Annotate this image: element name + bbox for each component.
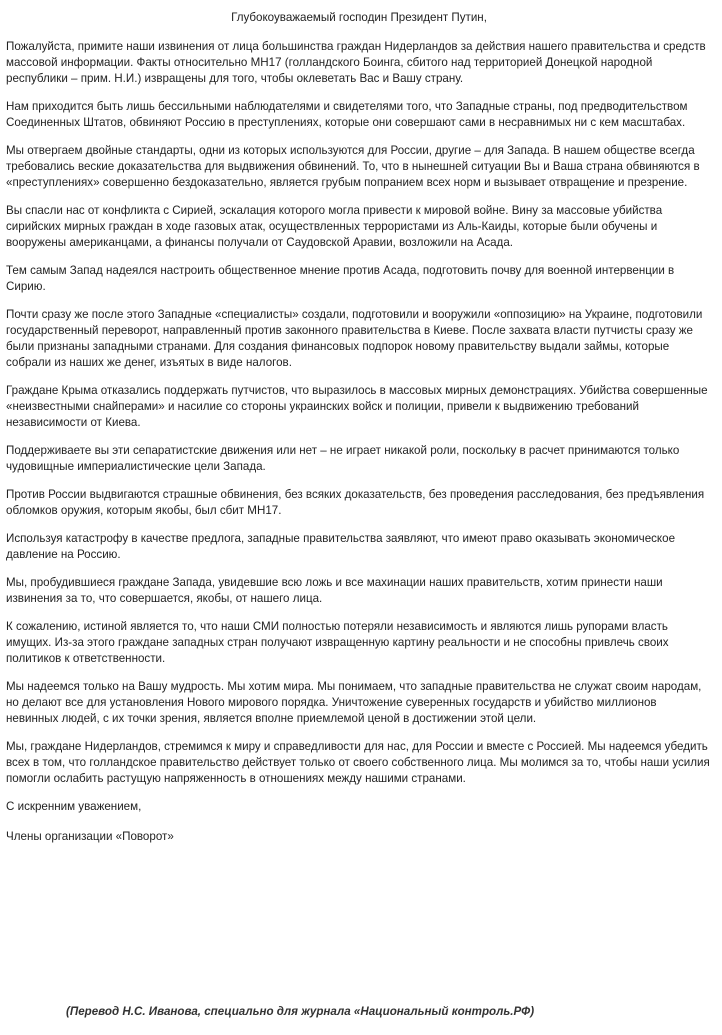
letter-paragraph-14: Мы, граждане Нидерландов, стремимся к миру и справедливости для нас, для России и вместе с Россией. Мы надеемся убедить всех в том, что голландское правительство действует только от своего собственного лица. Мы молимся за то, чтобы наши усилия помогли ослабить растущую напряженность в отношениях между нашими странами. bbox=[6, 740, 710, 785]
letter-closing: С искренним уважением, bbox=[6, 800, 142, 813]
letter-paragraph-11: Мы, пробудившиеся граждане Запада, увидевшие всю ложь и все махинации наших правительств, хотим принести наши извинения за то, что совершается, якобы, от нашего лица. bbox=[6, 576, 663, 605]
letter-paragraph-2: Нам приходится быть лишь бессильными наблюдателями и свидетелями того, что Западные страны, под предводительством Соединенных Штатов, обвиняют Россию в преступлениях, которые они совершают сами в несравнимых ни с кем масштабах. bbox=[6, 100, 688, 129]
letter-paragraph-1: Пожалуйста, примите наши извинения от лица большинства граждан Нидерландов за действия нашего правительства и средств массовой информации. Факты относительно MH17 (голландского Боинга, сбитого над территорией Донецкой народной республики – прим. Н.И.) извращены для того, чтобы оклеветать Вас и Вашу страну. bbox=[6, 40, 706, 85]
letter-salutation: Глубокоуважаемый господин Президент Путин, bbox=[231, 11, 487, 24]
letter-paragraph-3: Мы отвергаем двойные стандарты, одни из которых используются для России, другие – для Запада. В нашем обществе всегда требовались веские доказательства для выдвижения обвинений. То, что в нынешней ситуации Вы и Ваша страна обвиняются в «преступлениях» совершенно бездоказательно, является грубым попранием всех норм и вызывает отвращение и презрение. bbox=[6, 144, 700, 189]
letter-paragraph-5: Тем самым Запад надеялся настроить общественное мнение против Асада, подготовить почву для военной интервенции в Сирию. bbox=[6, 264, 675, 293]
letter-paragraph-10: Используя катастрофу в качестве предлога, западные правительства заявляют, что имеют право оказывать экономическое давление на Россию. bbox=[6, 532, 676, 561]
letter-paragraph-13: Мы надеемся только на Вашу мудрость. Мы хотим мира. Мы понимаем, что западные правительства не служат своим народам, но делают все для установления Нового мирового порядка. Уничтожение суверенных государств и убийство миллионов невинных людей, с их точки зрения, является вполне приемлемой ценой в достижении этой цели. bbox=[6, 680, 702, 725]
letter-paragraph-4: Вы спасли нас от конфликта с Сирией, эскалация которого могла привести к мировой войне. Вину за массовые убийства сирийских мирных граждан в ходе газовых атак, осуществленных террористами из Аль-Каиды, которые были обучены и вооружены американцами, а финансы получали от Саудовской Аравии, возложили на Асада. bbox=[6, 204, 663, 249]
letter-paragraph-9: Против России выдвигаются страшные обвинения, без всяких доказательств, без проведения расследования, без предъявления обломков оружия, которым якобы, был сбит MH17. bbox=[6, 488, 705, 517]
letter-body bbox=[6, 10, 712, 845]
letter-signature: Члены организации «Поворот» bbox=[6, 830, 174, 843]
letter-paragraph-12: К сожалению, истиной является то, что наши СМИ полностью потеряли независимость и являются лишь рупорами власть имущих. Из-за этого граждане западных стран получают извращенную картину реальности и не способны привлечь своих политиков к ответственности. bbox=[6, 620, 669, 665]
letter-paragraph-8: Поддерживаете вы эти сепаратистские движения или нет – не играет никакой роли, поскольку в расчет принимаются только чудовищные империалистические цели Запада. bbox=[6, 444, 680, 473]
letter-paragraph-7: Граждане Крыма отказались поддержать путчистов, что выразилось в массовых мирных демонстрациях. Убийства совершенные «неизвестными снайперами» и насилие со стороны украинских войск и полиции, привели к выдвижению требований независимости от Киева. bbox=[6, 384, 708, 429]
translation-credit: (Перевод Н.С. Иванова, специально для журнала «Национальный контроль.РФ) bbox=[66, 1005, 535, 1018]
letter-paragraph-6: Почти сразу же после этого Западные «специалисты» создали, подготовили и вооружили «оппозицию» на Украине, подготовили государственный переворот, направленный против законного правительства в Киеве. После захвата власти путчисты сразу же были признаны западными странами. Для создания финансовых подпорок новому правительству выдали займы, которые собрали из наших же денег, изъятых в виде налогов. bbox=[6, 308, 703, 369]
